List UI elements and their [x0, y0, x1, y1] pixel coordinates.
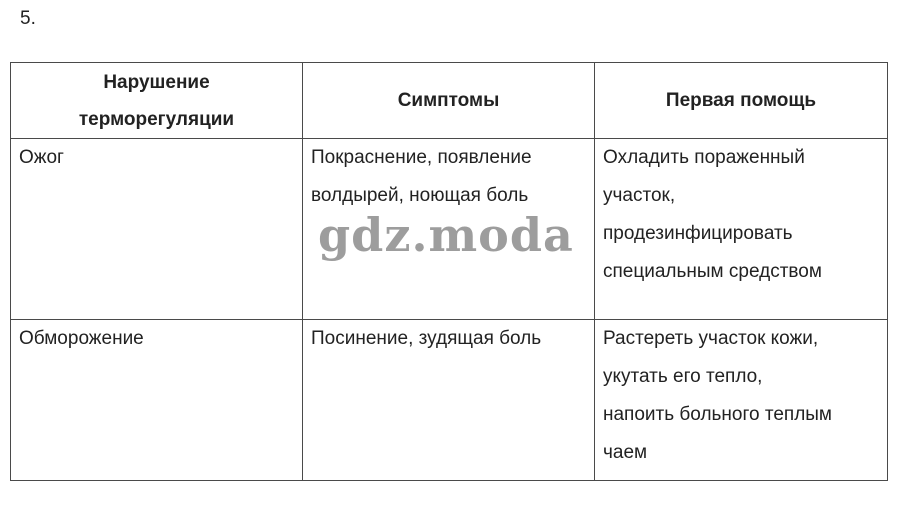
watermark-logo: gdz.moda	[318, 208, 574, 262]
cell-symptoms: Покраснение, появление волдырей, ноющая боль	[303, 139, 595, 320]
table-row	[11, 320, 888, 481]
cell-symptoms: Посинение, зудящая боль	[303, 320, 595, 481]
task-number: 5.	[20, 8, 36, 29]
table-header-row	[11, 63, 888, 139]
cell-condition: Ожог	[11, 139, 303, 320]
header-disorder: Нарушение терморегуляции	[11, 63, 303, 139]
header-first-aid: Первая помощь	[595, 63, 888, 139]
cell-first-aid: Охладить пораженный участок, продезинфицировать специальным средством	[595, 139, 888, 320]
cell-first-aid: Растереть участок кожи, укутать его тепло, напоить больного теплым чаем	[595, 320, 888, 481]
header-symptoms: Симптомы	[303, 63, 595, 139]
thermoregulation-table	[10, 62, 888, 481]
table-row	[11, 139, 888, 320]
cell-condition: Обморожение	[11, 320, 303, 481]
